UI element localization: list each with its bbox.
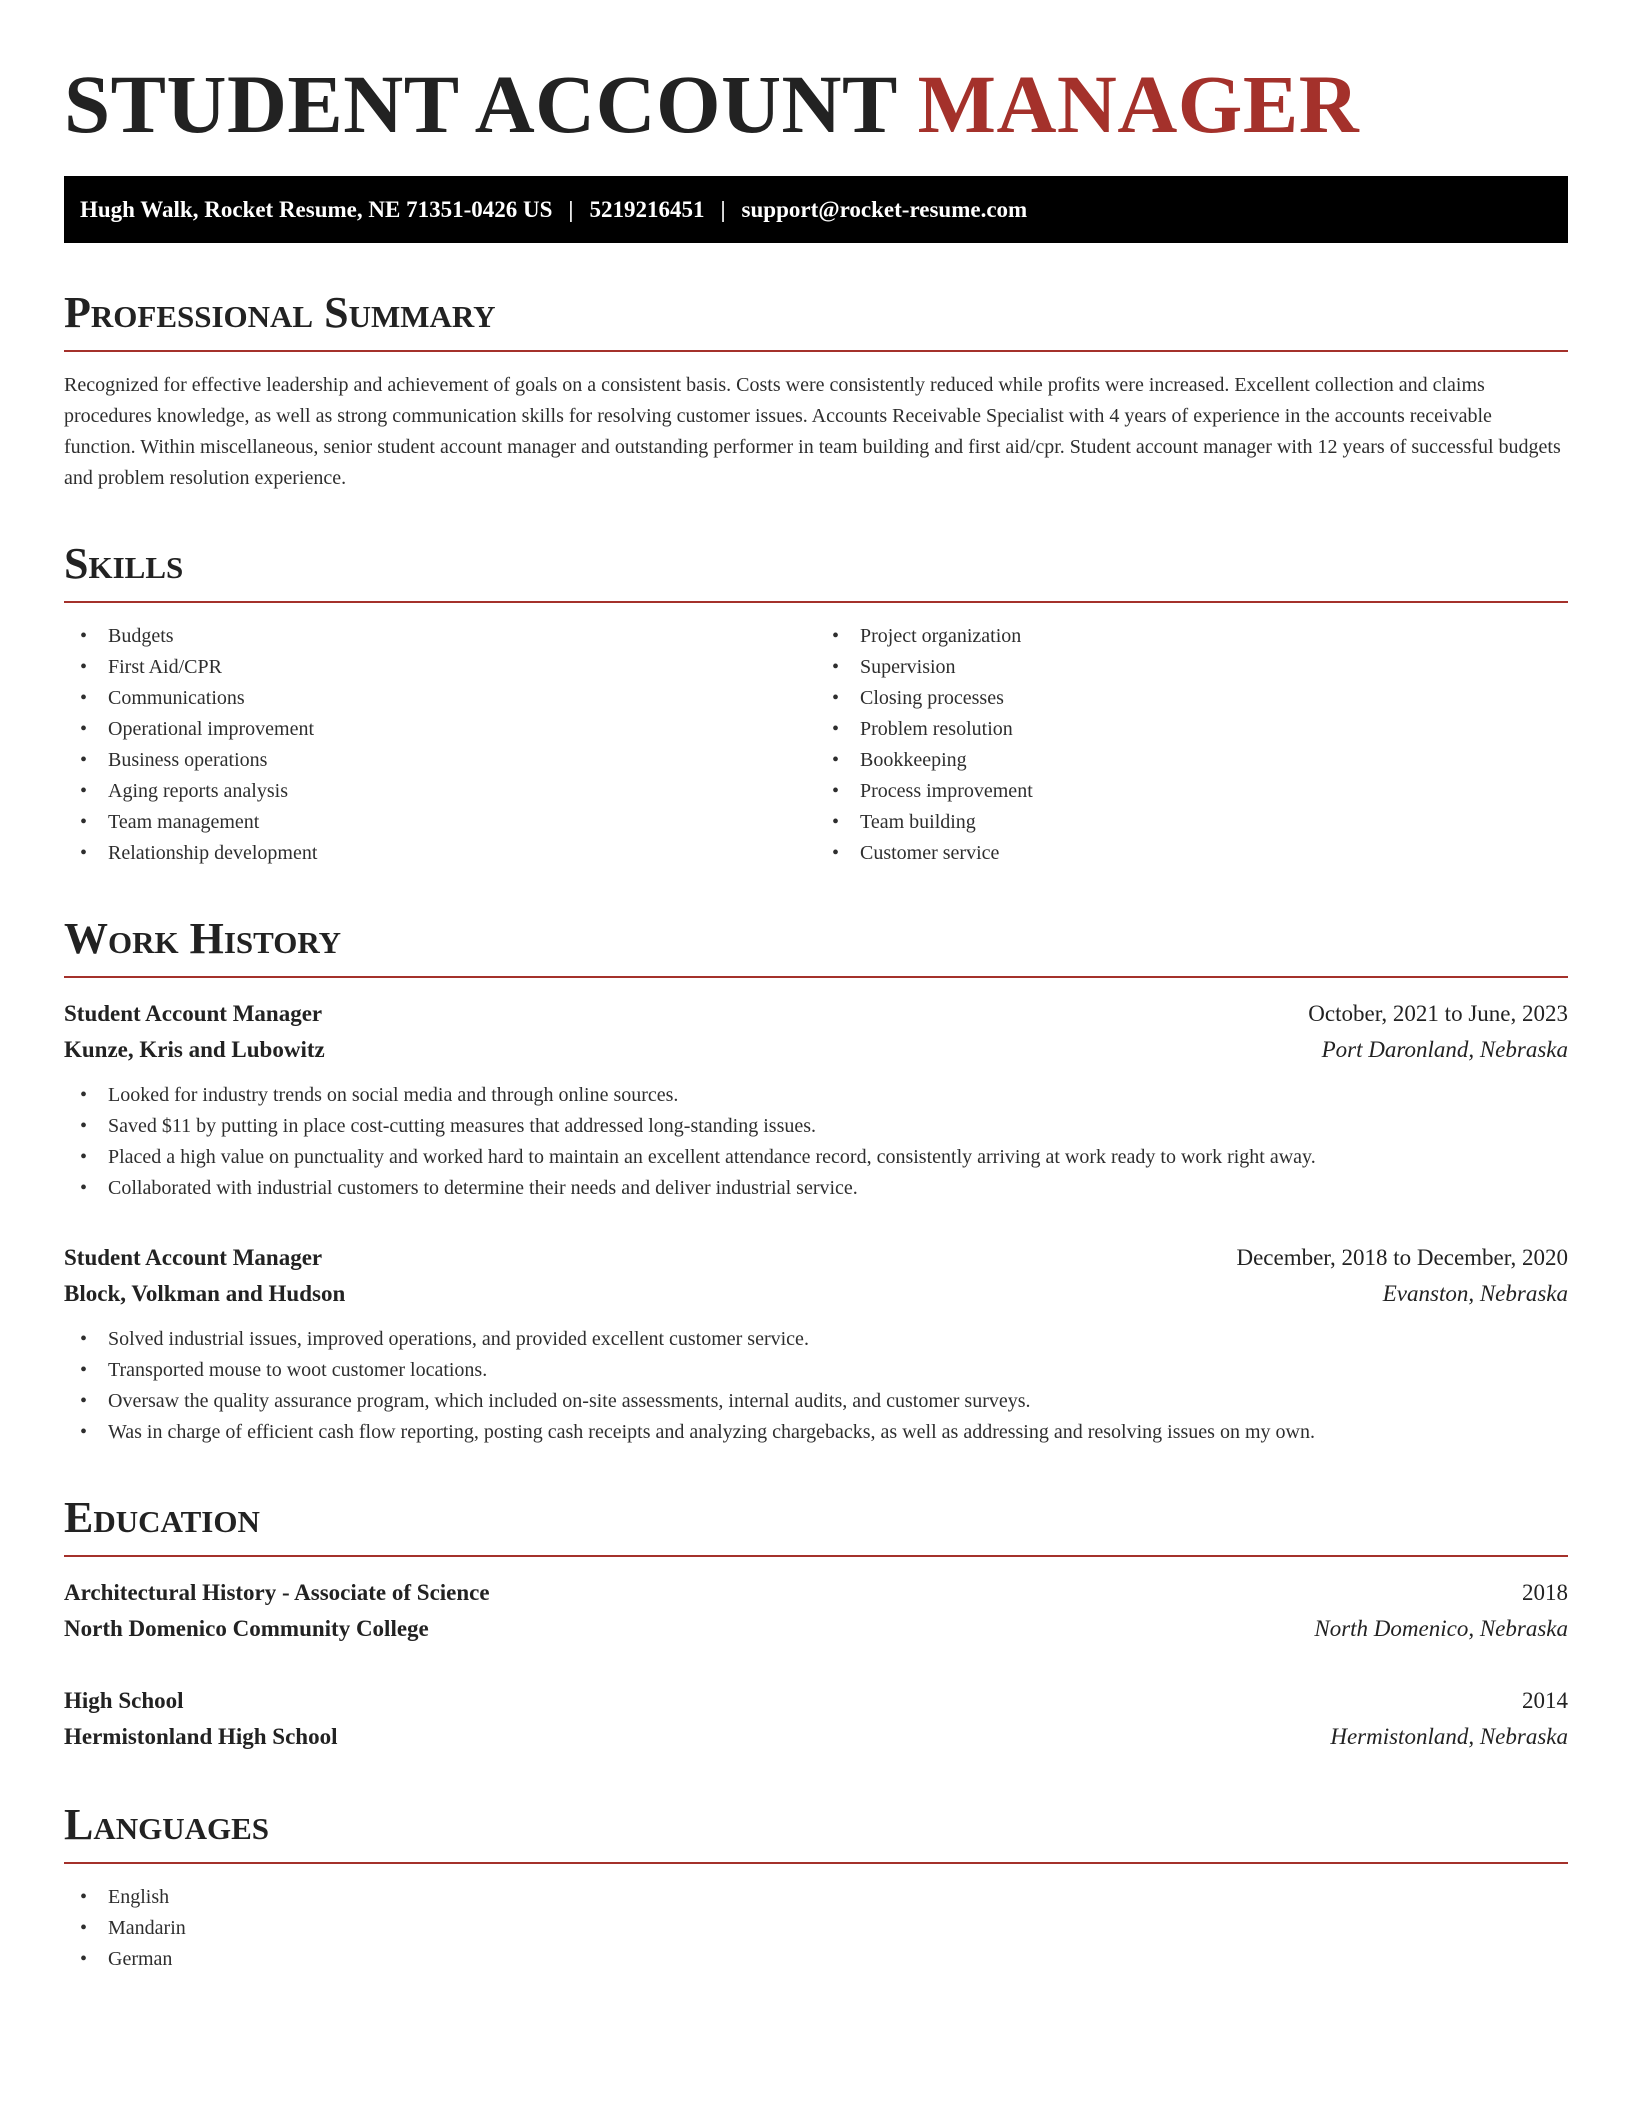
education-section	[64, 1493, 1568, 1755]
summary-text: Recognized for effective leadership and achievement of goals on a consistent basis. Costs were consistently reduced while profits were increased. Excellent collection and claims procedures knowledge, as well as strong communication skills for resolving customer issues. Accounts Receivable Specialist with 4 years of experience in the accounts receivable function. Within miscellaneous, senior student account manager and outstanding performer in team building and first aid/cpr. Student account manager with 12 years of successful budgets and problem resolution experience.	[64, 374, 1561, 489]
skill-item: • Team management	[64, 807, 816, 838]
education-school-row	[64, 1719, 1568, 1755]
job-duty: • Was in charge of efficient cash flow reporting, posting cash receipts and analyzing chargebacks, as well as addressing and resolving issues on my own.	[64, 1417, 1568, 1448]
education-year: 2018	[1522, 1580, 1568, 1605]
job-duty: • Oversaw the quality assurance program, which included on-site assessments, internal audits, and customer surveys.	[64, 1386, 1568, 1417]
education-entry	[64, 1683, 1568, 1755]
skills-section	[64, 539, 1568, 869]
skill-item: • Bookkeeping	[816, 745, 1568, 776]
education-school: North Domenico Community College	[64, 1616, 429, 1641]
language-item: • German	[64, 1944, 1568, 1975]
contact-separator: |	[720, 196, 726, 222]
education-school: Hermistonland High School	[64, 1724, 338, 1749]
job-entry	[64, 1240, 1568, 1448]
job-duty: • Saved $11 by putting in place cost-cutting measures that addressed long-standing issues.	[64, 1111, 1568, 1142]
job-location: Evanston, Nebraska	[1382, 1281, 1568, 1306]
skill-item: • Supervision	[816, 652, 1568, 683]
education-entry	[64, 1575, 1568, 1647]
education-location: Hermistonland, Nebraska	[1330, 1724, 1568, 1749]
job-duty: • Solved industrial issues, improved operations, and provided excellent customer service.	[64, 1324, 1568, 1355]
skill-item: • Closing processes	[816, 683, 1568, 714]
title-main: STUDENT ACCOUNT	[64, 58, 897, 150]
skill-item: • Communications	[64, 683, 816, 714]
skills-list-right	[816, 621, 1568, 869]
job-company: Kunze, Kris and Lubowitz	[64, 1037, 325, 1062]
job-duty: • Transported mouse to woot customer locations.	[64, 1355, 1568, 1386]
skill-item: • Customer service	[816, 838, 1568, 869]
job-entry	[64, 996, 1568, 1204]
education-degree: Architectural History - Associate of Science	[64, 1580, 490, 1605]
contact-separator: |	[568, 196, 574, 222]
work-history-heading: Work History	[64, 914, 1568, 978]
education-heading: Education	[64, 1493, 1568, 1557]
skill-item: • First Aid/CPR	[64, 652, 816, 683]
contact-email[interactable]: support@rocket-resume.com	[741, 196, 1028, 222]
job-duty: • Collaborated with industrial customers to determine their needs and deliver industrial service.	[64, 1173, 1568, 1204]
job-dates: October, 2021 to June, 2023	[1308, 1001, 1568, 1026]
summary-heading: Professional Summary	[64, 288, 1568, 352]
skill-item: • Process improvement	[816, 776, 1568, 807]
job-title: Student Account Manager	[64, 1245, 323, 1270]
job-duty: • Placed a high value on punctuality and worked hard to maintain an excellent attendance record, consistently arriving at work ready to work right away.	[64, 1142, 1568, 1173]
languages-list	[64, 1882, 1568, 1975]
skill-item: • Aging reports analysis	[64, 776, 816, 807]
title-accent: MANAGER	[917, 58, 1360, 150]
job-company-row	[64, 1032, 1568, 1068]
languages-section	[64, 1800, 1568, 1975]
contact-phone: 5219216451	[589, 196, 705, 222]
skill-item: • Project organization	[816, 621, 1568, 652]
skill-item: • Team building	[816, 807, 1568, 838]
job-title-row	[64, 1240, 1568, 1276]
summary-section	[64, 288, 1568, 494]
education-school-row	[64, 1611, 1568, 1647]
language-item: • Mandarin	[64, 1913, 1568, 1944]
education-year: 2014	[1522, 1688, 1568, 1713]
language-item: • English	[64, 1882, 1568, 1913]
job-duties	[64, 1080, 1568, 1204]
resume-title	[64, 56, 1568, 152]
skills-list-left	[64, 621, 816, 869]
skill-item: • Budgets	[64, 621, 816, 652]
education-location: North Domenico, Nebraska	[1314, 1616, 1568, 1641]
job-title: Student Account Manager	[64, 1001, 323, 1026]
job-duty: • Looked for industry trends on social media and through online sources.	[64, 1080, 1568, 1111]
job-company-row	[64, 1276, 1568, 1312]
skill-item: • Relationship development	[64, 838, 816, 869]
education-degree-row	[64, 1575, 1568, 1611]
job-title-row	[64, 996, 1568, 1032]
skills-grid	[64, 603, 1568, 869]
education-degree: High School	[64, 1688, 184, 1713]
job-dates: December, 2018 to December, 2020	[1236, 1245, 1568, 1270]
job-location: Port Daronland, Nebraska	[1321, 1037, 1568, 1062]
job-company: Block, Volkman and Hudson	[64, 1281, 346, 1306]
skill-item: • Operational improvement	[64, 714, 816, 745]
skill-item: • Problem resolution	[816, 714, 1568, 745]
languages-heading: Languages	[64, 1800, 1568, 1864]
job-duties	[64, 1324, 1568, 1448]
work-history-section	[64, 914, 1568, 1448]
contact-address: Hugh Walk, Rocket Resume, NE 71351-0426 US	[80, 196, 553, 222]
education-degree-row	[64, 1683, 1568, 1719]
contact-bar	[64, 176, 1568, 243]
skill-item: • Business operations	[64, 745, 816, 776]
skills-heading: Skills	[64, 539, 1568, 603]
